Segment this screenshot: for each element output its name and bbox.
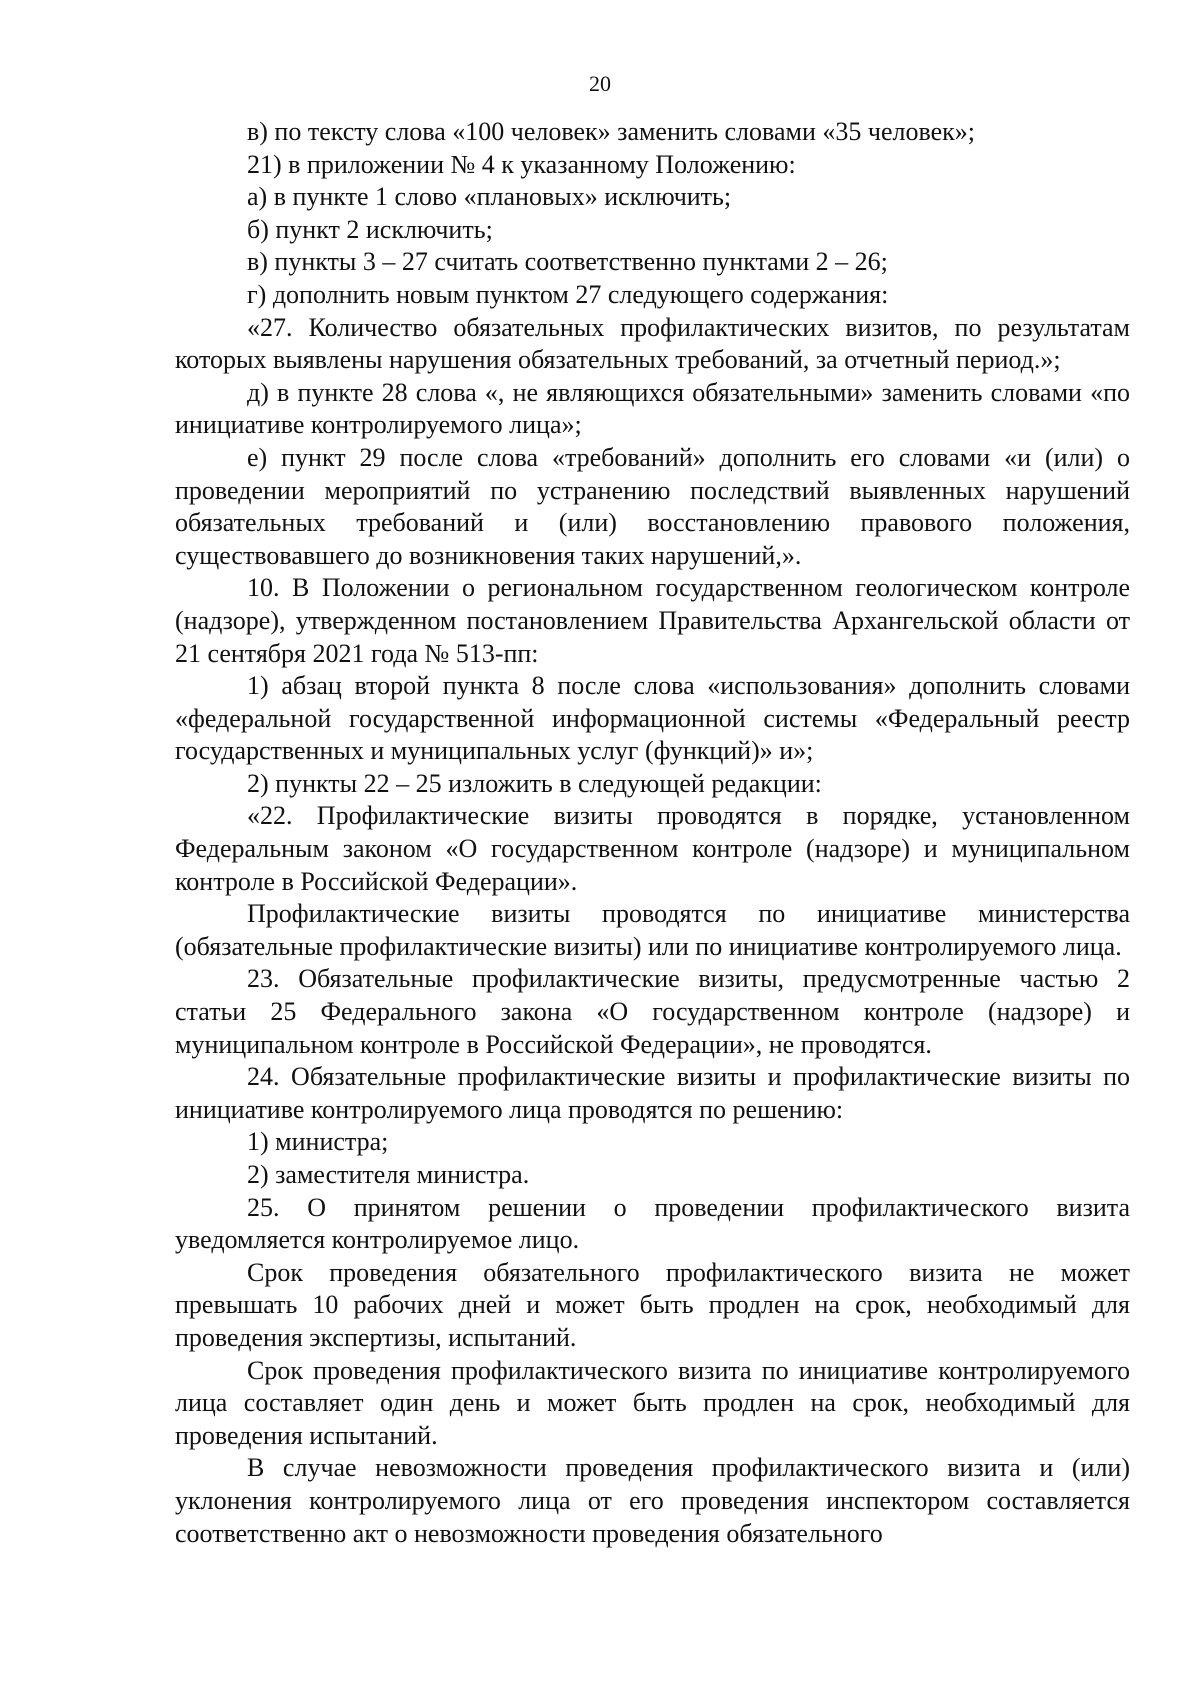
paragraph: «27. Количество обязательных профилактических визитов, по результатам которых выявлены нарушения обязательных требований, за отчетный период.»; (175, 312, 1130, 375)
paragraph: 21) в приложении № 4 к указанному Положению: (247, 149, 796, 179)
paragraph: В случае невозможности проведения профилактического визита и (или) уклонения контролируемого лица от его проведения инспектором составляется соответственно акт о невозможности проведения обязательного (175, 1453, 1130, 1548)
paragraph: б) пункт 2 исключить; (247, 214, 493, 244)
paragraph: 1) абзац второй пункта 8 после слова «использования» дополнить словами «федеральной государственной информационной системы «Федеральный реестр государственных и муниципальных услуг (функций)» и»; (175, 671, 1130, 766)
paragraph: 1) министра; (247, 1127, 389, 1157)
paragraph: Профилактические визиты проводятся по инициативе министерства (обязательные профилактические визиты) или по инициативе контролируемого лица. (175, 899, 1130, 961)
paragraph: г) дополнить новым пунктом 27 следующего содержания: (247, 279, 889, 309)
paragraph: 23. Обязательные профилактические визиты, предусмотренные частью 2 статьи 25 Федерального закона «О государственном контроле (надзоре) и муниципальном контроле в Российской Федерации», не проводятся. (175, 964, 1130, 1059)
paragraph: 2) пункты 22 – 25 изложить в следующей редакции: (247, 768, 822, 798)
paragraph: е) пункт 29 после слова «требований» дополнить его словами «и (или) о проведении мероприятий по устранению последствий выявленных нарушений обязательных требований и (или) восстановлению правового положения, существовавшего до возникновения таких нарушений,». (175, 442, 1130, 570)
paragraph: 2) заместителя министра. (247, 1160, 530, 1189)
paragraph: 25. О принятом решении о проведении профилактического визита уведомляется контролируемое лицо. (175, 1192, 1130, 1255)
paragraph: Срок проведения профилактического визита по инициативе контролируемого лица составляет один день и может быть продлен на срок, необходимый для проведения испытаний. (175, 1355, 1130, 1450)
paragraph: а) в пункте 1 слово «плановых» исключить; (247, 182, 732, 212)
page-number: 20 (589, 71, 611, 96)
paragraph: «22. Профилактические визиты проводятся в порядке, установленном Федеральным законом «О государственном контроле (надзоре) и муниципальном контроле в Российской Федерации». (175, 801, 1130, 896)
paragraph: в) пункты 3 – 27 считать соответственно пунктами 2 – 26; (247, 247, 888, 277)
paragraph: в) по тексту слова «100 человек» заменить словами «35 человек»; (247, 117, 975, 146)
paragraph: 10. В Положении о региональном государственном геологическом контроле (надзоре), утвержденном постановлением Правительства Архангельской области от 21 сентября 2021 года № 513-пп: (175, 573, 1130, 668)
paragraph: д) в пункте 28 слова «, не являющихся обязательными» заменить словами «по инициативе контролируемого лица»; (175, 377, 1130, 440)
document-body (175, 116, 1130, 1550)
paragraph: Срок проведения обязательного профилактического визита не может превышать 10 рабочих дней и может быть продлен на срок, необходимый для проведения экспертизы, испытаний. (175, 1257, 1130, 1352)
paragraph: 24. Обязательные профилактические визиты и профилактические визиты по инициативе контролируемого лица проводятся по решению: (175, 1062, 1130, 1124)
